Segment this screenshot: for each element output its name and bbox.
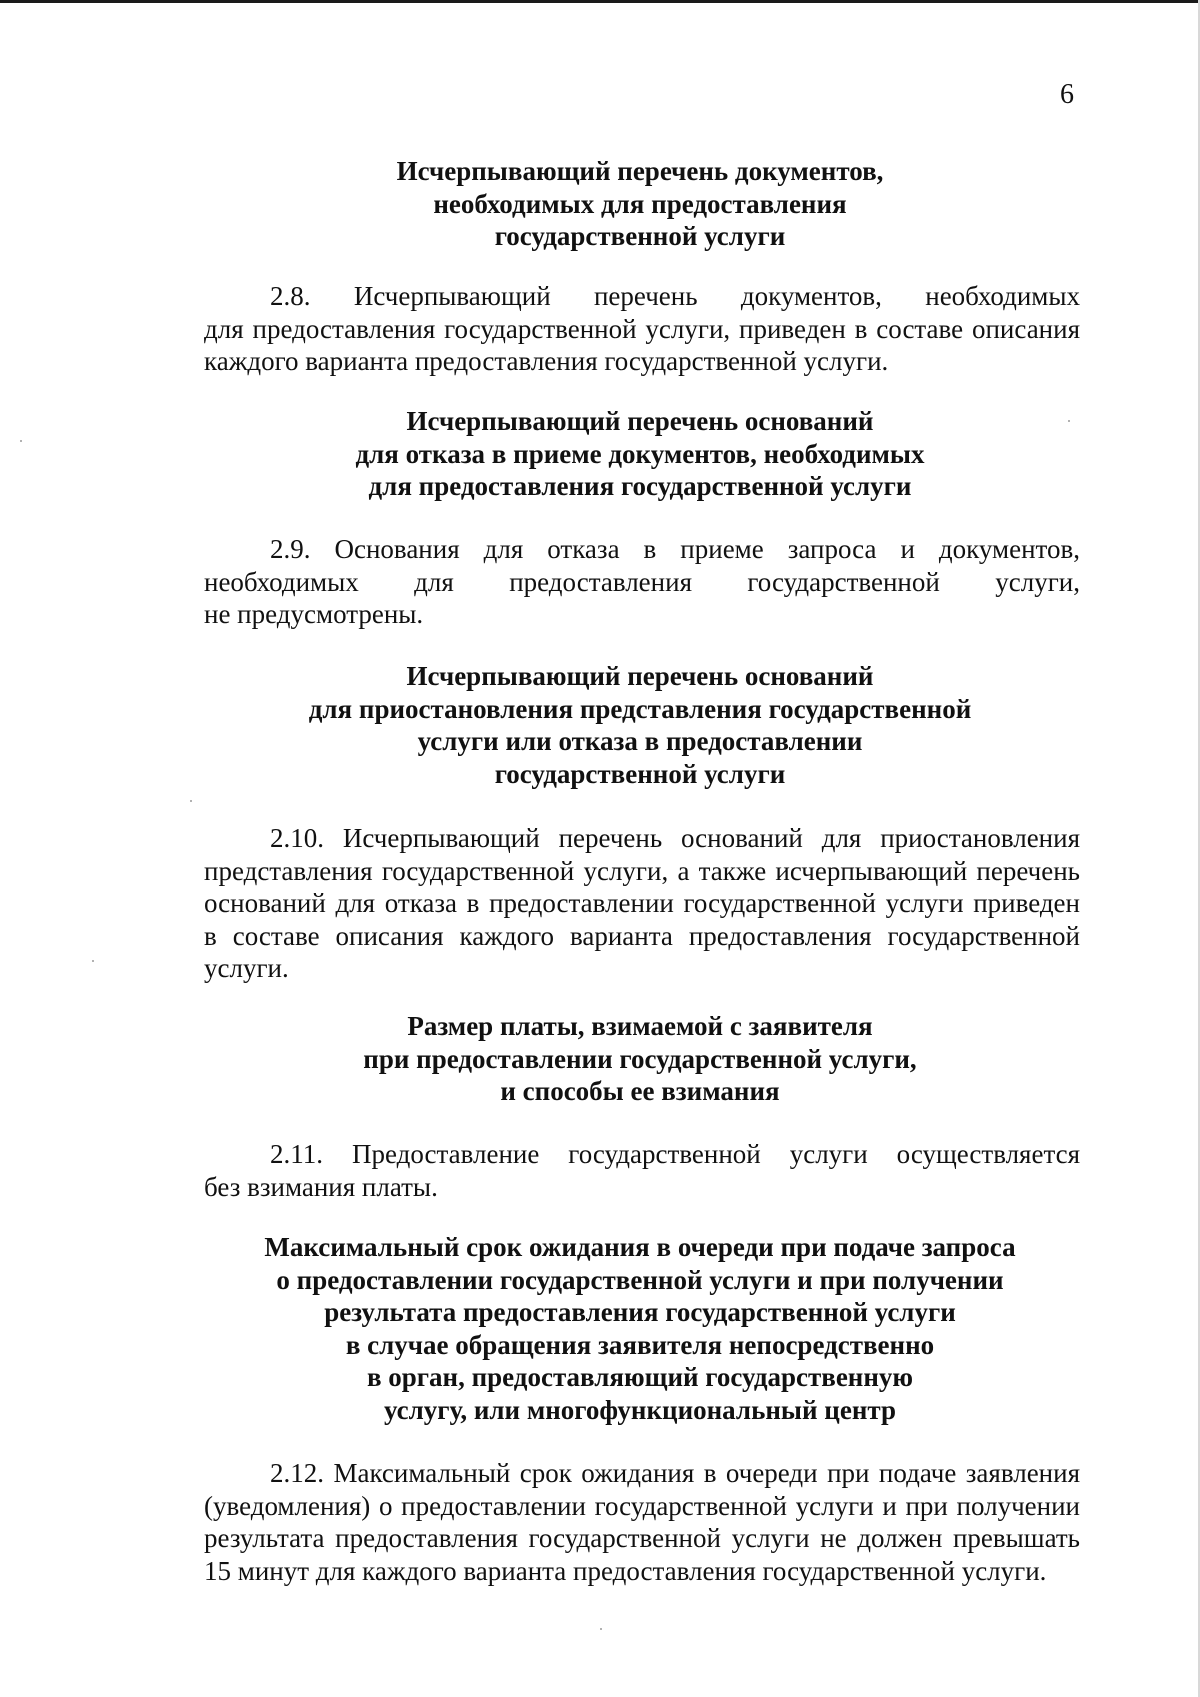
paragraph-line: представления государственной услуги, а также исчерпывающий перечень <box>204 855 1080 886</box>
scan-speck <box>92 960 94 962</box>
paragraph-line: 2.8. Исчерпывающий перечень документов, необходимых <box>270 281 1080 311</box>
heading-line: для предоставления государственной услуги <box>368 471 912 501</box>
heading-line: государственной услуги <box>494 221 786 251</box>
section-heading-suspension-grounds <box>200 660 1080 790</box>
heading-line: о предоставлении государственной услуги и при получении <box>276 1264 1004 1295</box>
section-heading-fee <box>200 1010 1080 1108</box>
heading-line: услуги или отказа в предоставлении <box>417 726 863 756</box>
paragraph-line: услуги. <box>204 953 289 983</box>
section-heading-documents-list <box>200 155 1080 253</box>
paragraph-line: результата предоставления государственной услуги не должен превышать <box>204 1523 1080 1553</box>
paragraph-line: для предоставления государственной услуги, приведен в составе описания <box>204 313 1080 344</box>
section-heading-max-queue-time <box>200 1231 1080 1426</box>
heading-line: Размер платы, взимаемой с заявителя <box>407 1011 873 1041</box>
heading-line: Исчерпывающий перечень оснований <box>406 661 874 691</box>
scan-speck <box>1068 420 1070 422</box>
paragraph-line: (уведомления) о предоставлении государственной услуги и при получении <box>204 1490 1080 1521</box>
paragraph-line: без взимания платы. <box>204 1171 438 1202</box>
page-number: 6 <box>1060 79 1074 110</box>
scan-speck <box>190 800 192 802</box>
heading-line: в случае обращения заявителя непосредственно <box>345 1329 935 1360</box>
heading-line: для приостановления представления государственной <box>308 693 972 724</box>
paragraph-2-9 <box>204 533 1080 631</box>
paragraph-2-12 <box>204 1457 1080 1587</box>
heading-line: результата предоставления государственной услуги <box>324 1297 956 1327</box>
paragraph-line: 2.9. Основания для отказа в приеме запроса и документов, <box>270 534 1080 564</box>
heading-line: для отказа в приеме документов, необходимых <box>355 438 925 469</box>
heading-line: государственной услуги <box>494 758 786 789</box>
paragraph-line: оснований для отказа в предоставлении государственной услуги приведен <box>204 888 1080 918</box>
scan-speck <box>20 440 22 442</box>
paragraph-line: 2.10. Исчерпывающий перечень оснований для приостановления <box>270 823 1080 853</box>
paragraph-2-10 <box>204 822 1080 985</box>
paragraph-line: не предусмотрены. <box>204 599 424 629</box>
paragraph-line: в составе описания каждого варианта предоставления государственной <box>204 920 1080 951</box>
section-heading-refusal-grounds-docs <box>200 405 1080 503</box>
scan-speck <box>600 1628 602 1630</box>
heading-line: и способы ее взимания <box>500 1076 780 1106</box>
heading-line: Максимальный срок ожидания в очереди при подаче запроса <box>264 1232 1016 1262</box>
paragraph-line: 15 минут для каждого варианта предоставления государственной услуги. <box>204 1555 1047 1586</box>
paragraph-line: каждого варианта предоставления государственной услуги. <box>204 346 889 376</box>
heading-line: необходимых для предоставления <box>433 188 847 219</box>
heading-line: услугу, или многофункциональный центр <box>383 1394 896 1425</box>
scan-top-edge <box>0 0 1200 3</box>
heading-line: Исчерпывающий перечень документов, <box>396 156 884 186</box>
heading-line: Исчерпывающий перечень оснований <box>406 406 874 436</box>
paragraph-2-11 <box>204 1138 1080 1203</box>
paragraph-2-8 <box>204 280 1080 378</box>
paragraph-line: 2.12. Максимальный срок ожидания в очереди при подаче заявления <box>270 1458 1080 1488</box>
paragraph-line: необходимых для предоставления государственной услуги, <box>204 566 1080 597</box>
paragraph-line: 2.11. Предоставление государственной услуги осуществляется <box>270 1139 1080 1169</box>
heading-line: в орган, предоставляющий государственную <box>366 1362 914 1392</box>
heading-line: при предоставлении государственной услуги, <box>363 1043 917 1074</box>
